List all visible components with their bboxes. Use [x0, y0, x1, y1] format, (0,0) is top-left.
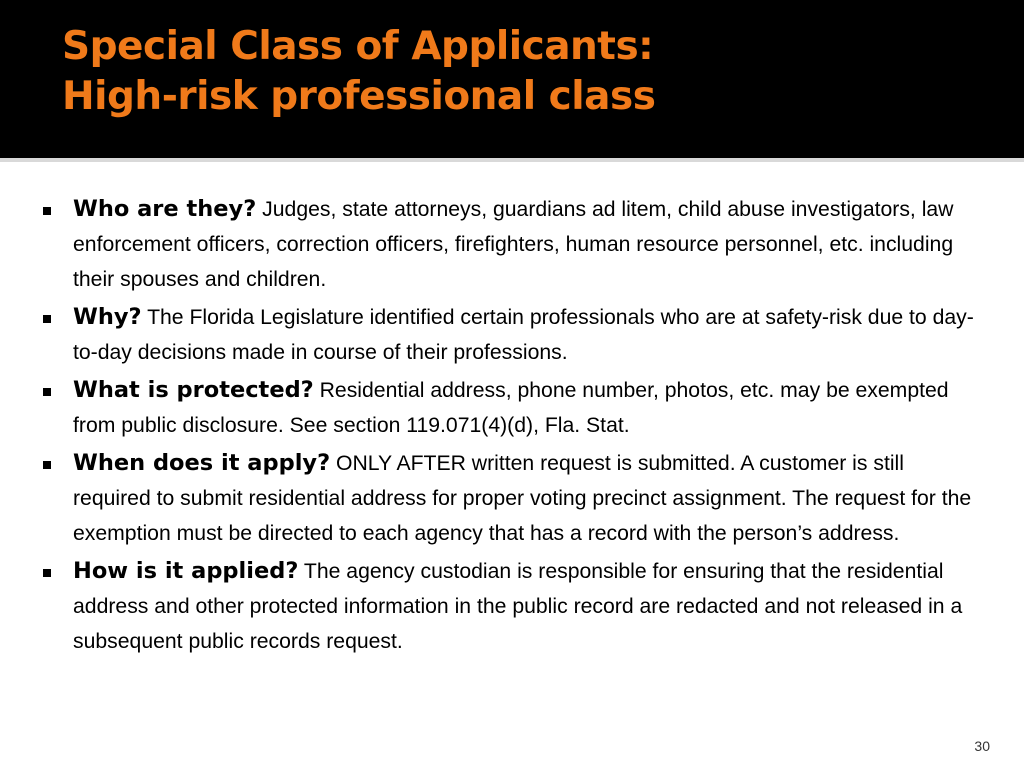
slide-title	[62, 22, 655, 122]
bullet-text: Judges, state attorneys, guardians ad litem, child abuse investigators, law enforcement officers, correction officers, firefighters, human resource personnel, etc. including their spouses and children.	[73, 198, 954, 291]
bullet-who	[0, 192, 1024, 297]
bullet-text: The Florida Legislature identified certain professionals who are at safety-risk due to day-to-day decisions made in course of their professions.	[73, 306, 974, 364]
square-bullet-icon	[43, 461, 51, 469]
slide-title-line-2: High-risk professional class	[62, 74, 656, 119]
title-bar	[0, 0, 1024, 158]
title-divider	[0, 158, 1024, 162]
bullet-list	[0, 192, 1024, 662]
bullet-lead: What is protected?	[73, 377, 314, 403]
bullet-why	[0, 300, 1024, 370]
square-bullet-icon	[43, 315, 51, 323]
bullet-lead: Why?	[73, 304, 142, 330]
bullet-lead: Who are they?	[73, 196, 257, 222]
square-bullet-icon	[43, 388, 51, 396]
bullet-when	[0, 446, 1024, 551]
bullet-lead: When does it apply?	[73, 450, 331, 476]
bullet-how	[0, 554, 1024, 659]
page-number: 30	[974, 738, 990, 754]
bullet-text: Residential address, phone number, photos, etc. may be exempted from public disclosure. See section 119.071(4)(d), Fla. Stat.	[73, 379, 949, 437]
bullet-text: The agency custodian is responsible for ensuring that the residential address and other protected information in the public record are redacted and not released in a subsequent public records request.	[73, 560, 963, 653]
square-bullet-icon	[43, 569, 51, 577]
slide-title-line-1: Special Class of Applicants:	[62, 24, 654, 69]
bullet-what	[0, 373, 1024, 443]
bullet-lead: How is it applied?	[73, 558, 299, 584]
bullet-text: ONLY AFTER written request is submitted. A customer is still required to submit residential address for proper voting precinct assignment. The request for the exemption must be directed to each agency that has a record with the person’s address.	[73, 452, 972, 545]
square-bullet-icon	[43, 207, 51, 215]
